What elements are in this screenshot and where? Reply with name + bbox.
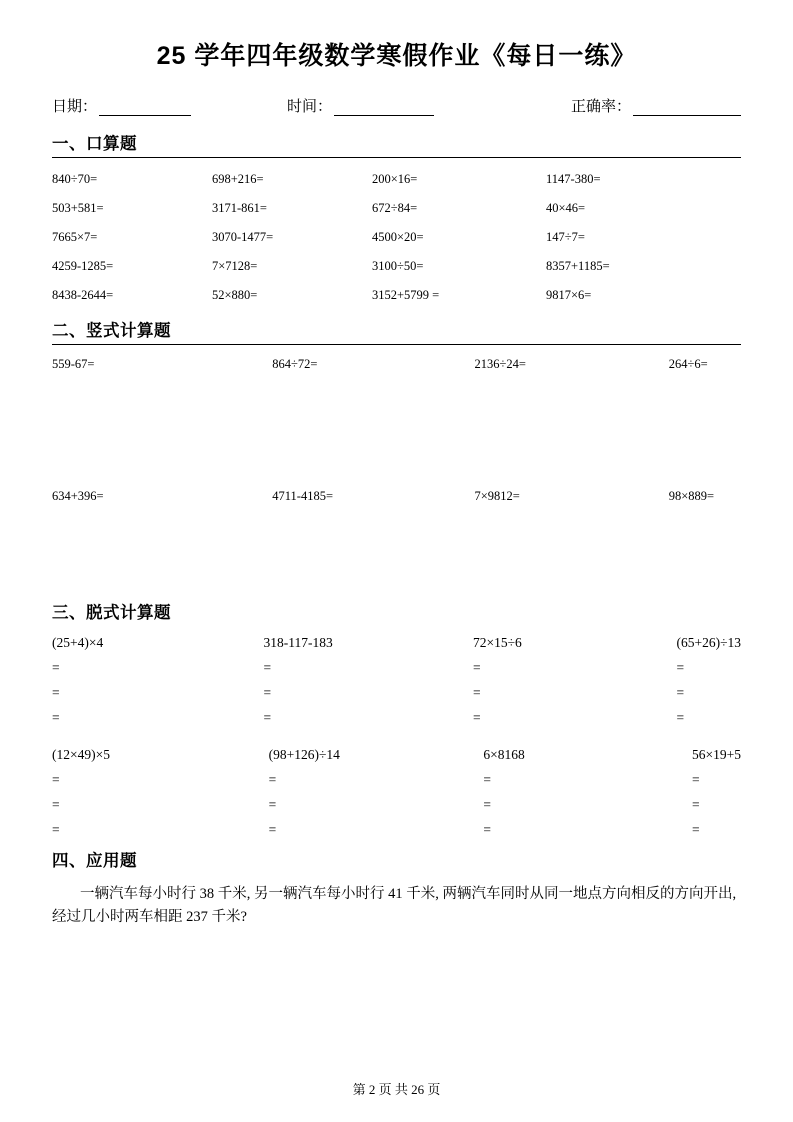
meta-row	[52, 95, 741, 116]
date-label: 日期：	[52, 98, 98, 115]
step-equals-line: =	[483, 771, 491, 787]
section-heading-vertical: 二、竖式计算题	[52, 317, 741, 345]
vertical-problem: 634+396=	[52, 488, 104, 503]
oral-problem: 7665×7=	[52, 229, 98, 244]
vertical-problem: 4711-4185=	[272, 488, 333, 503]
step-expression: 318-117-183	[263, 634, 333, 650]
step-equals-line: =	[692, 771, 700, 787]
oral-problem: 7×7128=	[212, 258, 258, 273]
oral-problem: 8438-2644=	[52, 287, 114, 302]
step-equals-line: =	[483, 821, 491, 837]
oral-problem: 4500×20=	[372, 229, 424, 244]
oral-problem: 503+581=	[52, 200, 104, 215]
step-equals-line: =	[52, 771, 60, 787]
oral-problem: 840÷70=	[52, 171, 98, 186]
oral-problem: 3070-1477=	[212, 229, 274, 244]
date-field[interactable]	[52, 95, 191, 116]
oral-problem: 40×46=	[546, 200, 586, 215]
vertical-problem: 864÷72=	[272, 356, 318, 371]
step-equals-line: =	[263, 709, 272, 725]
oral-problem: 147÷7=	[546, 229, 585, 244]
step-equals-line: =	[268, 796, 277, 812]
step-expression: 72×15÷6	[472, 634, 522, 650]
time-blank[interactable]	[334, 101, 434, 116]
time-field[interactable]	[287, 95, 434, 116]
section-heading-steps: 三、脱式计算题	[52, 603, 171, 622]
oral-problems-grid	[52, 172, 741, 303]
step-expression: (25+4)×4	[52, 634, 104, 650]
page-footer: 第 2 页 共 26 页	[352, 1082, 441, 1097]
step-problem-column	[52, 635, 217, 735]
page-title: 25 学年四年级数学寒假作业《每日一练》	[156, 42, 637, 70]
step-expression: 6×8168	[483, 746, 525, 762]
step-expression: 56×19+5	[692, 746, 741, 762]
oral-problem: 698+216=	[212, 171, 264, 186]
step-problem-column	[223, 747, 394, 847]
accuracy-label: 正确率：	[570, 98, 631, 115]
oral-problem: 3100÷50=	[372, 258, 424, 273]
vertical-problem: 264÷6=	[668, 356, 708, 371]
section-heading-word: 四、应用题	[52, 851, 137, 870]
step-equals-line: =	[263, 659, 272, 675]
step-equals-line: =	[52, 659, 60, 675]
step-equals-line: =	[676, 659, 685, 675]
vertical-problem: 7×9812=	[474, 488, 520, 503]
step-equals-line: =	[692, 821, 700, 837]
oral-problem: 52×880=	[212, 287, 258, 302]
step-expression: (98+126)÷14	[268, 746, 340, 762]
vertical-problem: 98×889=	[668, 488, 715, 503]
vertical-problems-grid	[52, 357, 741, 599]
step-problems-block-2	[52, 747, 741, 847]
step-problem-column	[383, 635, 549, 735]
step-equals-line: =	[692, 796, 700, 812]
word-problem-text: 一辆汽车每小时行 38 千米, 另一辆汽车每小时行 41 千米, 两辆汽车同时从同一地点方向相反的方向开出, 经过几小时两车相距 237 千米?	[52, 885, 737, 926]
step-expression: (12×49)×5	[52, 746, 110, 762]
step-problem-column	[52, 747, 223, 847]
step-equals-line: =	[52, 796, 60, 812]
oral-problem: 9817×6=	[546, 287, 592, 302]
step-problem-column	[393, 747, 564, 847]
step-problem-column	[548, 635, 741, 735]
step-equals-line: =	[472, 659, 481, 675]
step-equals-line: =	[268, 771, 277, 787]
oral-problem: 1147-380=	[546, 171, 601, 186]
step-equals-line: =	[472, 684, 481, 700]
step-equals-line: =	[52, 821, 60, 837]
step-expression: (65+26)÷13	[676, 634, 741, 650]
oral-problem: 4259-1285=	[52, 258, 114, 273]
vertical-problem: 2136÷24=	[474, 356, 526, 371]
step-equals-line: =	[676, 709, 685, 725]
vertical-problem: 559-67=	[52, 356, 95, 371]
step-problem-column	[564, 747, 741, 847]
step-equals-line: =	[263, 684, 272, 700]
time-label: 时间：	[287, 98, 333, 115]
oral-problem: 672÷84=	[372, 200, 418, 215]
step-equals-line: =	[52, 709, 60, 725]
step-equals-line: =	[52, 684, 60, 700]
step-equals-line: =	[472, 709, 481, 725]
oral-problem: 200×16=	[372, 171, 418, 186]
step-problem-column	[217, 635, 383, 735]
step-equals-line: =	[268, 821, 277, 837]
oral-problem: 8357+1185=	[546, 258, 610, 273]
section-heading-oral: 一、口算题	[52, 130, 741, 158]
date-blank[interactable]	[99, 101, 191, 116]
step-problems-block-1	[52, 635, 741, 735]
accuracy-blank[interactable]	[633, 101, 741, 116]
oral-problem: 3171-861=	[212, 200, 267, 215]
accuracy-field[interactable]	[571, 95, 741, 116]
oral-problem: 3152+5799 =	[372, 287, 440, 302]
step-equals-line: =	[676, 684, 685, 700]
step-equals-line: =	[483, 796, 491, 812]
